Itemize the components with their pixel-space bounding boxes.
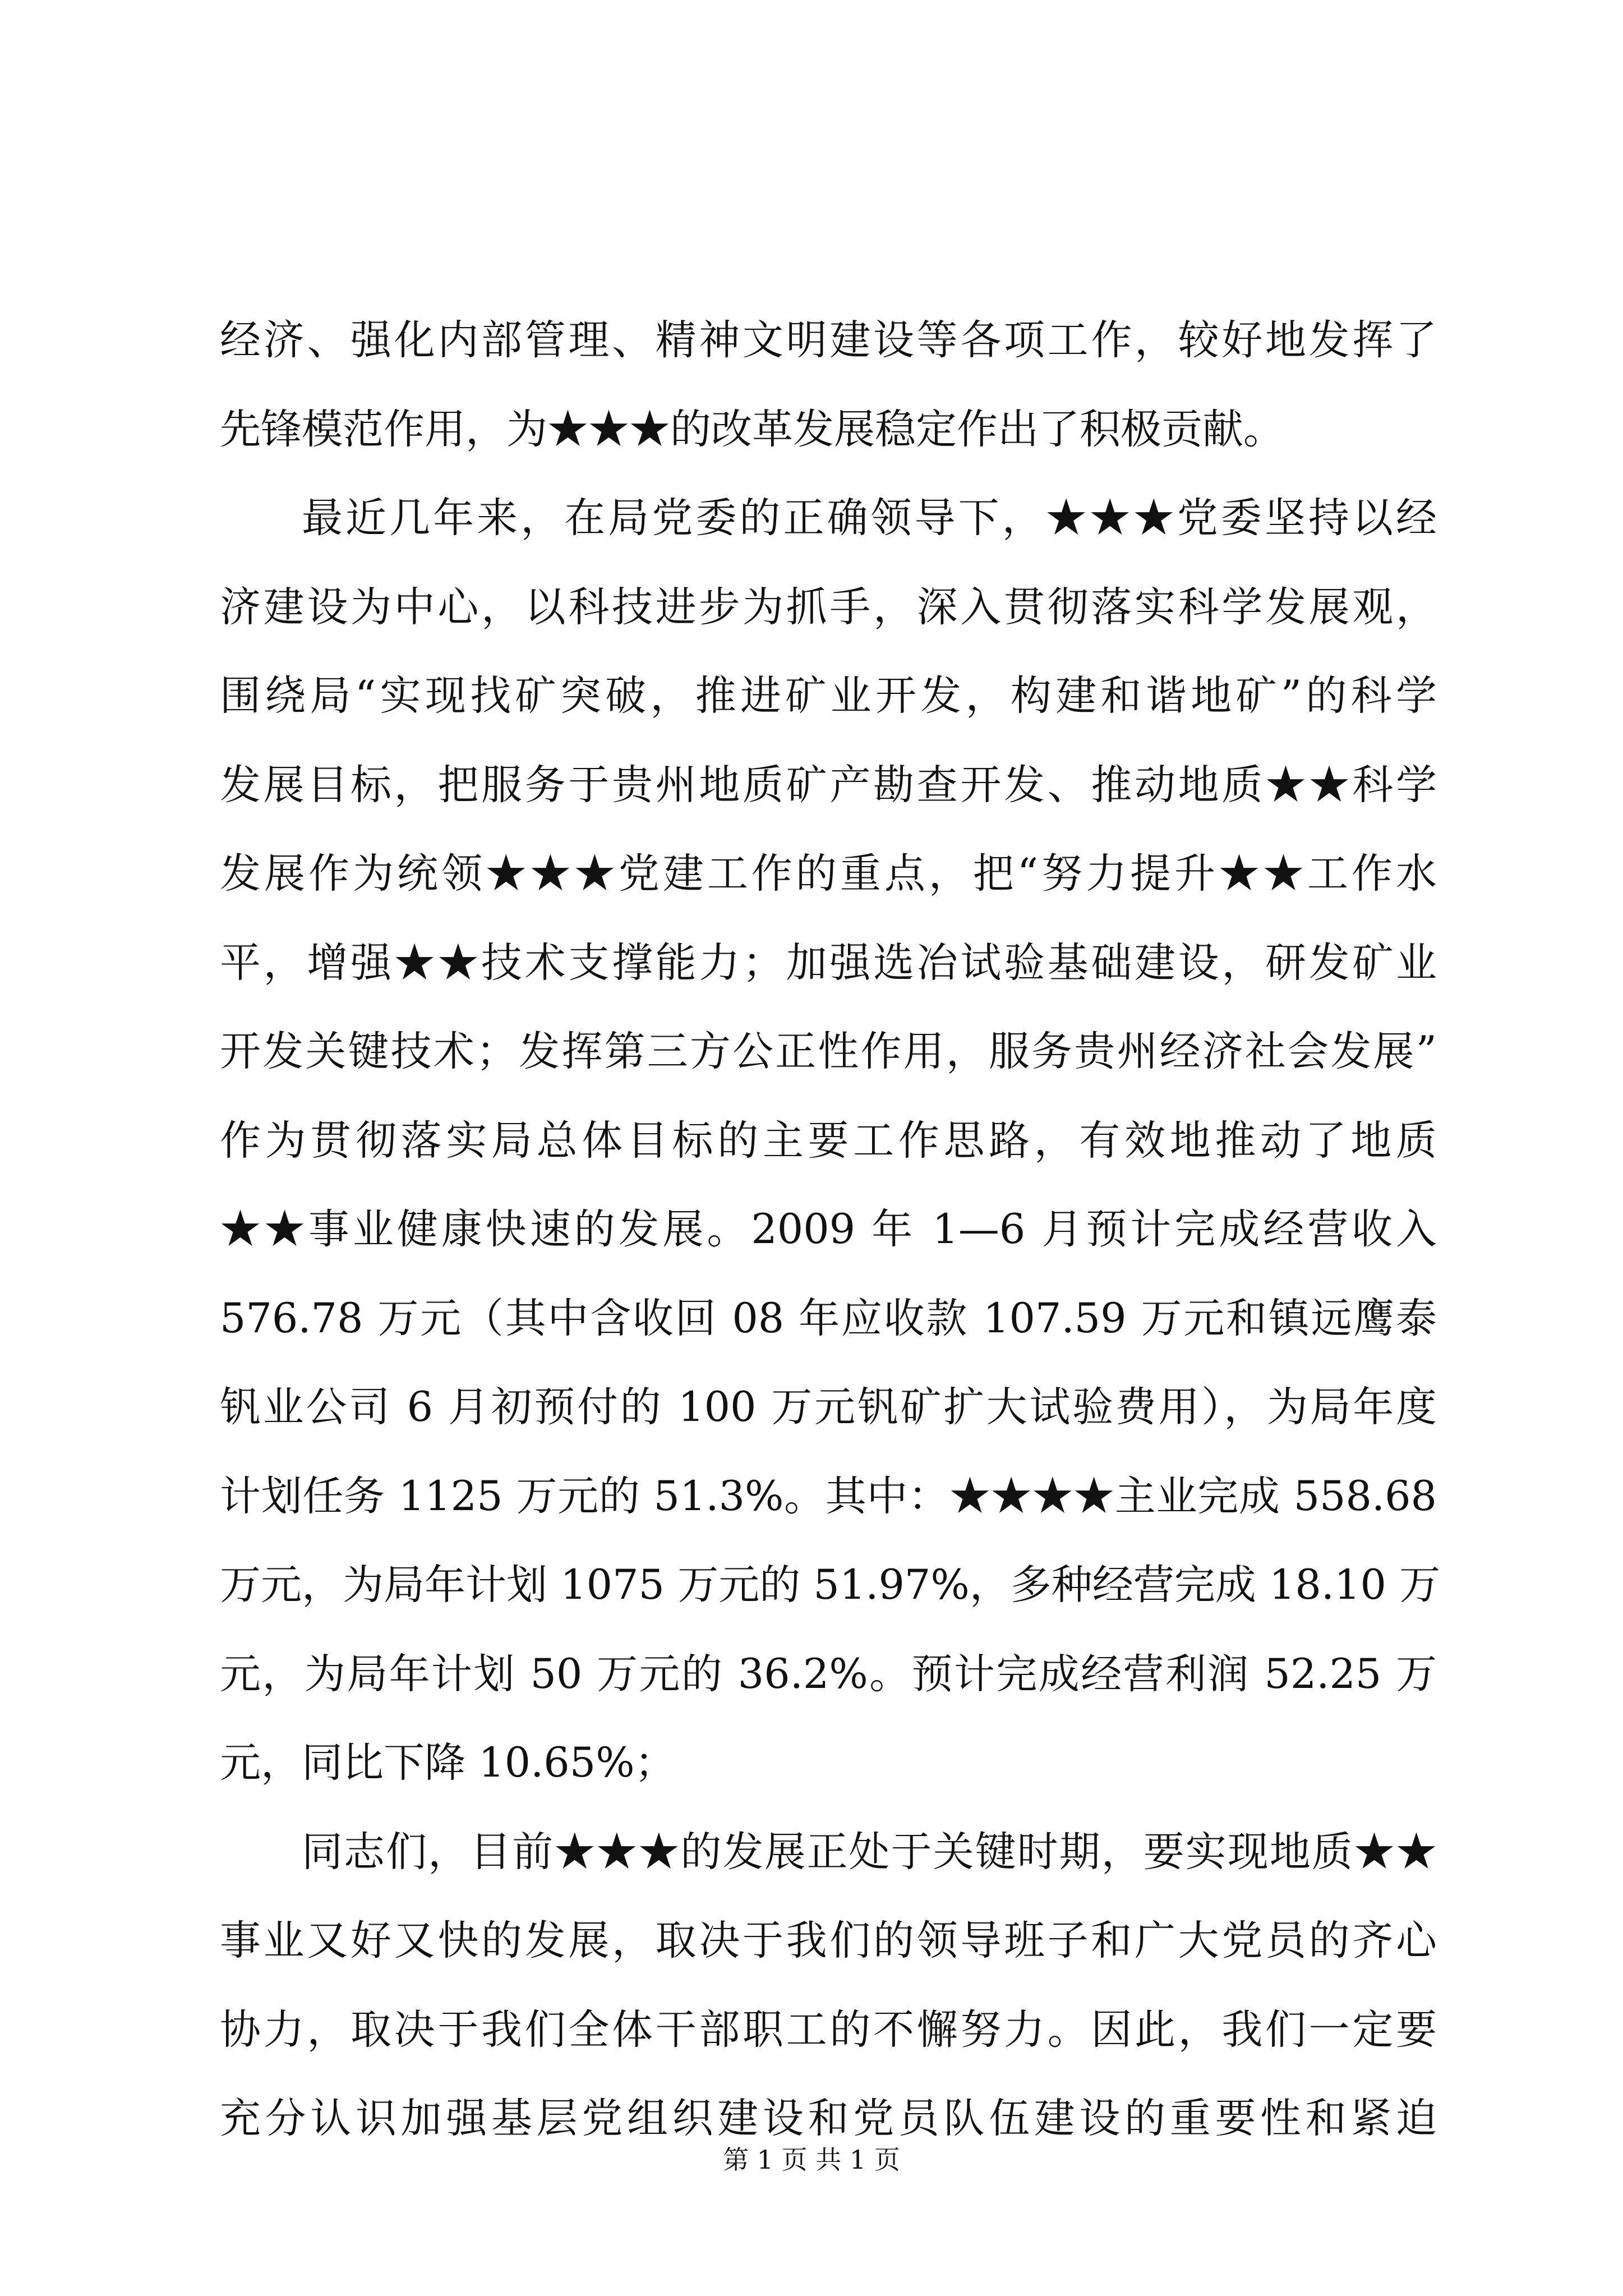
text-line: 充分认识加强基层党组织建设和党员队伍建设的重要性和紧迫 bbox=[220, 2095, 1437, 2142]
text-line: 围绕局“实现找矿突破，推进矿业开发，构建和谐地矿”的科学 bbox=[220, 672, 1437, 720]
text-line: 协力，取决于我们全体干部职工的不懈努力。因此，我们一定要 bbox=[220, 2005, 1437, 2054]
text-line: 同志们，目前★★★的发展正处于关键时期，要实现地质★★ bbox=[302, 1828, 1437, 1876]
text-line: 开发关键技术；发挥第三方公正性作用，服务贵州经济社会发展” bbox=[220, 1028, 1437, 1075]
text-line: 事业又好又快的发展，取决于我们的领导班子和广大党员的齐心 bbox=[220, 1917, 1437, 1964]
text-line: 576.78 万元（其中含收回 08 年应收款 107.59 万元和镇远鹰泰 bbox=[220, 1294, 1437, 1342]
page-footer bbox=[0, 2143, 1623, 2177]
text-line: 元，为局年计划 50 万元的 36.2%。预计完成经营利润 52.25 万 bbox=[220, 1650, 1437, 1698]
text-line: 万元，为局年计划 1075 万元的 51.97%，多种经营完成 18.10 万 bbox=[220, 1561, 1441, 1609]
text-line: 最近几年来，在局党委的正确领导下，★★★党委坚持以经 bbox=[302, 494, 1437, 542]
body-text bbox=[220, 296, 1441, 2164]
text-line: 钒业公司 6 月初预付的 100 万元钒矿扩大试验费用），为局年度 bbox=[220, 1383, 1437, 1431]
text-line: 先锋模范作用，为★★★的改革发展稳定作出了积极贡献。 bbox=[220, 405, 1284, 453]
text-line: ★★事业健康快速的发展。2009 年 1—6 月预计完成经营收入 bbox=[220, 1205, 1437, 1253]
text-line: 经济、强化内部管理、精神文明建设等各项工作，较好地发挥了 bbox=[220, 316, 1437, 364]
text-line: 平，增强★★技术支撑能力；加强选冶试验基础建设，研发矿业 bbox=[220, 938, 1437, 987]
text-line: 元，同比下降 10.65%； bbox=[220, 1739, 676, 1787]
text-line: 计划任务 1125 万元的 51.3%。其中：★★★★主业完成 558.68 bbox=[220, 1472, 1437, 1520]
text-line: 发展作为统领★★★党建工作的重点，把“努力提升★★工作水 bbox=[220, 850, 1437, 898]
text-line: 发展目标，把服务于贵州地质矿产勘查开发、推动地质★★科学 bbox=[220, 761, 1437, 809]
text-line: 作为贯彻落实局总体目标的主要工作思路，有效地推动了地质 bbox=[220, 1116, 1437, 1165]
page-number-label: 第 1 页 共 1 页 bbox=[723, 2145, 900, 2175]
text-line: 济建设为中心，以科技进步为抓手，深入贯彻落实科学发展观， bbox=[220, 583, 1437, 631]
